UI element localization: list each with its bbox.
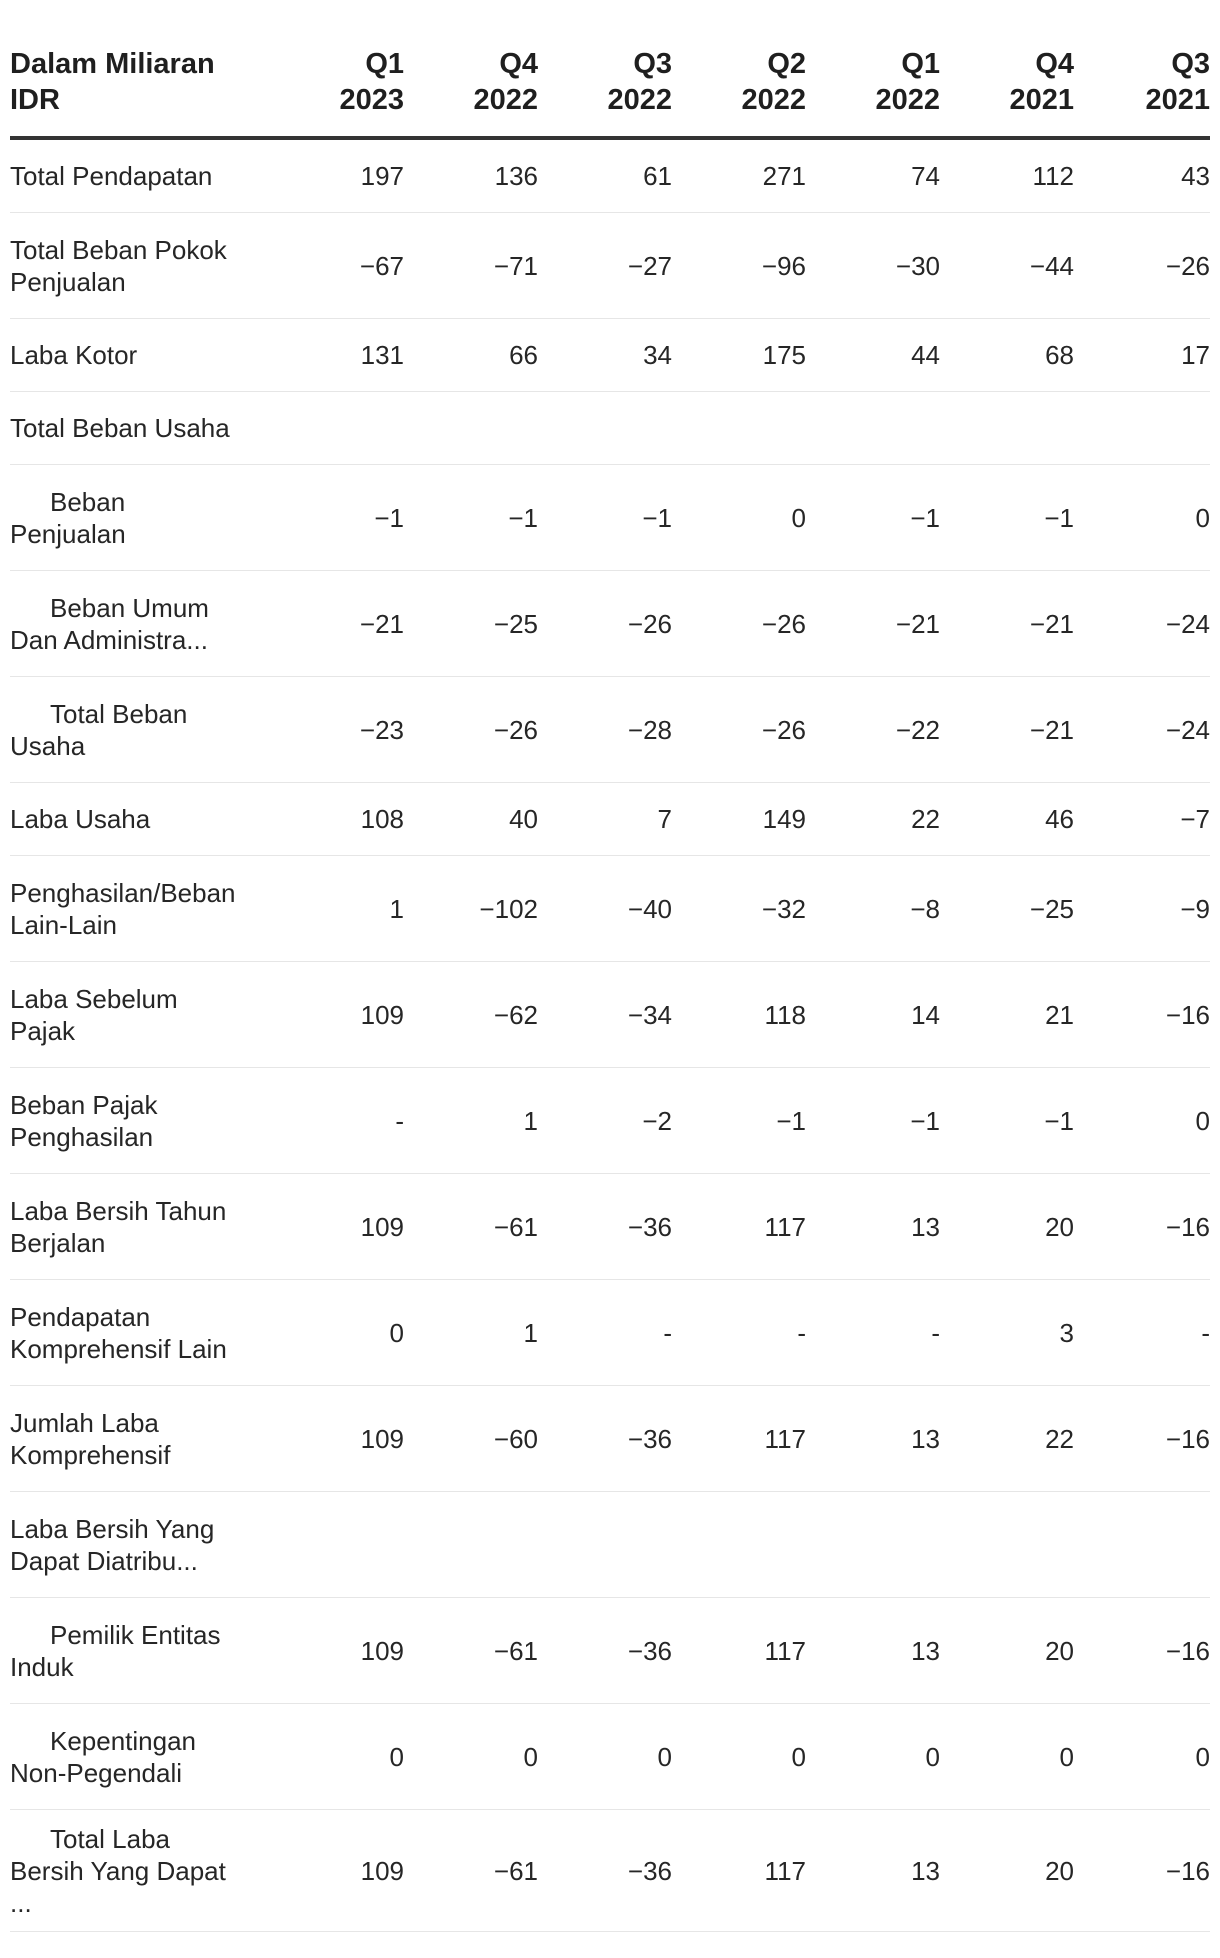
table-row [10, 1174, 1210, 1280]
value-cell: - [1074, 1280, 1210, 1386]
value-cell: −36 [538, 1598, 672, 1704]
value-cell: −36 [538, 1174, 672, 1280]
value-cell: 118 [672, 962, 806, 1068]
value-cell: 117 [672, 1598, 806, 1704]
value-cell: 22 [940, 1386, 1074, 1492]
value-cell: 271 [672, 138, 806, 213]
period-year: 2022 [741, 84, 806, 116]
value-cell: 0 [1074, 465, 1210, 571]
value-cell: 74 [806, 138, 940, 213]
value-cell: 34 [538, 319, 672, 392]
row-label [10, 1810, 270, 1932]
value-cell [672, 1492, 806, 1598]
row-label [10, 465, 270, 571]
row-label-line: Beban Pajak [10, 1089, 158, 1120]
value-cell: −71 [404, 213, 538, 319]
period-year: 2022 [875, 84, 940, 116]
value-cell: −62 [404, 962, 538, 1068]
value-cell: −24 [1074, 677, 1210, 783]
row-label-line: Dan Administra... [10, 624, 208, 655]
value-cell: −1 [806, 465, 940, 571]
value-cell: −25 [404, 571, 538, 677]
value-cell: −23 [270, 677, 404, 783]
value-cell: −1 [270, 465, 404, 571]
value-cell: 0 [1074, 1704, 1210, 1810]
value-cell: 44 [806, 319, 940, 392]
table-row [10, 213, 1210, 319]
table-row [10, 1704, 1210, 1810]
row-label-line: Laba Usaha [10, 804, 151, 834]
value-cell: 131 [270, 319, 404, 392]
value-cell: 108 [270, 783, 404, 856]
value-cell: 68 [940, 319, 1074, 392]
row-label-line: Total Pendapatan [10, 161, 213, 191]
period-quarter: Q1 [365, 48, 404, 80]
period-year: 2021 [1145, 84, 1210, 116]
value-cell: 197 [270, 138, 404, 213]
value-cell [806, 392, 940, 465]
value-cell [940, 392, 1074, 465]
value-cell: −1 [940, 1068, 1074, 1174]
value-cell: 109 [270, 1810, 404, 1932]
value-cell: −26 [404, 677, 538, 783]
value-cell: −21 [270, 571, 404, 677]
row-label-line: Total Beban [50, 698, 188, 729]
value-cell: −1 [672, 1068, 806, 1174]
value-cell: 1 [404, 1280, 538, 1386]
value-cell: −60 [404, 1386, 538, 1492]
value-cell: 13 [806, 1598, 940, 1704]
row-label [10, 962, 270, 1068]
table-row [10, 465, 1210, 571]
value-cell [404, 392, 538, 465]
value-cell: 61 [538, 138, 672, 213]
table-header [10, 40, 1210, 138]
header-unit-line: IDR [10, 84, 60, 116]
table-row [10, 1068, 1210, 1174]
value-cell: 17 [1074, 319, 1210, 392]
row-label [10, 392, 270, 465]
value-cell: 43 [1074, 138, 1210, 213]
value-cell: −2 [538, 1068, 672, 1174]
row-label-line: Penghasilan/Beban [10, 877, 236, 908]
row-label-line: Komprehensif Lain [10, 1333, 227, 1364]
value-cell: −16 [1074, 1598, 1210, 1704]
table-row [10, 319, 1210, 392]
period-quarter: Q3 [633, 48, 672, 80]
value-cell: −26 [1074, 213, 1210, 319]
value-cell: −16 [1074, 962, 1210, 1068]
value-cell: −61 [404, 1598, 538, 1704]
value-cell: 66 [404, 319, 538, 392]
table-row [10, 1280, 1210, 1386]
period-quarter: Q3 [1171, 48, 1210, 80]
value-cell: 13 [806, 1386, 940, 1492]
row-label-line: Pajak [10, 1015, 76, 1046]
table-row [10, 856, 1210, 962]
row-label-line: Induk [10, 1651, 74, 1682]
value-cell: 0 [672, 465, 806, 571]
header-row [10, 40, 1210, 138]
period-year: 2021 [1009, 84, 1074, 116]
row-label-line: Total Laba [50, 1823, 170, 1854]
table-row [10, 1386, 1210, 1492]
value-cell: 46 [940, 783, 1074, 856]
period-year: 2022 [607, 84, 672, 116]
value-cell: −36 [538, 1386, 672, 1492]
value-cell: −1 [806, 1068, 940, 1174]
row-label [10, 677, 270, 783]
value-cell: −25 [940, 856, 1074, 962]
row-label-line: Total Beban Usaha [10, 413, 230, 443]
value-cell: −44 [940, 213, 1074, 319]
row-label [10, 1174, 270, 1280]
value-cell: −7 [1074, 783, 1210, 856]
row-label-line: Beban [50, 486, 126, 517]
value-cell [806, 1492, 940, 1598]
value-cell: 117 [672, 1174, 806, 1280]
value-cell: 13 [806, 1174, 940, 1280]
row-label-line: Total Beban Pokok [10, 234, 227, 265]
row-label-line: Laba Sebelum [10, 983, 178, 1014]
value-cell: 3 [940, 1280, 1074, 1386]
value-cell: 7 [538, 783, 672, 856]
value-cell [1074, 1492, 1210, 1598]
value-cell: 0 [940, 1704, 1074, 1810]
row-label-line: Pendapatan [10, 1301, 151, 1332]
value-cell: −8 [806, 856, 940, 962]
row-label-line: Kepentingan [50, 1725, 197, 1756]
value-cell: - [538, 1280, 672, 1386]
row-label-line: Usaha [10, 730, 86, 761]
value-cell: −34 [538, 962, 672, 1068]
value-cell: 0 [404, 1704, 538, 1810]
value-cell: −28 [538, 677, 672, 783]
value-cell [270, 392, 404, 465]
row-label-line: Beban Umum [50, 592, 209, 623]
value-cell: 13 [806, 1810, 940, 1932]
table-row [10, 571, 1210, 677]
value-cell: −96 [672, 213, 806, 319]
row-label [10, 319, 270, 392]
row-label-line: Bersih Yang Dapat [10, 1855, 226, 1886]
value-cell: −102 [404, 856, 538, 962]
value-cell [672, 392, 806, 465]
row-label-line: Penghasilan [10, 1121, 154, 1152]
period-quarter: Q4 [1035, 48, 1074, 80]
row-label [10, 1280, 270, 1386]
value-cell: 0 [806, 1704, 940, 1810]
value-cell: 0 [672, 1704, 806, 1810]
row-label [10, 856, 270, 962]
row-label-line: Berjalan [10, 1227, 106, 1258]
value-cell: 136 [404, 138, 538, 213]
value-cell: −1 [404, 465, 538, 571]
value-cell: −32 [672, 856, 806, 962]
value-cell: −26 [538, 571, 672, 677]
value-cell: −61 [404, 1810, 538, 1932]
value-cell: 112 [940, 138, 1074, 213]
value-cell [1074, 392, 1210, 465]
value-cell: 1 [404, 1068, 538, 1174]
row-label-line: Pemilik Entitas [50, 1619, 221, 1650]
value-cell: −61 [404, 1174, 538, 1280]
value-cell: 175 [672, 319, 806, 392]
value-cell: 0 [1074, 1068, 1210, 1174]
value-cell: - [806, 1280, 940, 1386]
period-header [538, 40, 672, 138]
value-cell: −24 [1074, 571, 1210, 677]
row-label [10, 1068, 270, 1174]
table-row [10, 1598, 1210, 1704]
value-cell: −40 [538, 856, 672, 962]
table-row [10, 1810, 1210, 1932]
value-cell: −67 [270, 213, 404, 319]
period-header [806, 40, 940, 138]
value-cell: 20 [940, 1810, 1074, 1932]
value-cell: −16 [1074, 1386, 1210, 1492]
table-row [10, 962, 1210, 1068]
value-cell [538, 392, 672, 465]
period-header [404, 40, 538, 138]
period-header [1074, 40, 1210, 138]
period-header [270, 40, 404, 138]
value-cell [404, 1492, 538, 1598]
row-label [10, 1492, 270, 1598]
row-label [10, 1386, 270, 1492]
income-statement-table [10, 40, 1210, 1932]
row-label [10, 1598, 270, 1704]
row-label [10, 1704, 270, 1810]
value-cell: 20 [940, 1174, 1074, 1280]
value-cell: −26 [672, 677, 806, 783]
value-cell: −16 [1074, 1810, 1210, 1932]
value-cell: 109 [270, 1598, 404, 1704]
table-row [10, 677, 1210, 783]
value-cell: −22 [806, 677, 940, 783]
period-header [940, 40, 1074, 138]
row-label-line: Laba Bersih Tahun [10, 1195, 227, 1226]
row-label-line: Penjualan [10, 266, 126, 297]
period-quarter: Q4 [499, 48, 538, 80]
header-unit-label [10, 40, 270, 138]
value-cell: −1 [940, 465, 1074, 571]
table-row [10, 392, 1210, 465]
value-cell: 22 [806, 783, 940, 856]
value-cell: 40 [404, 783, 538, 856]
row-label-line: Penjualan [10, 518, 126, 549]
value-cell: 117 [672, 1810, 806, 1932]
row-label [10, 783, 270, 856]
value-cell: 109 [270, 1386, 404, 1492]
table-body [10, 138, 1210, 1932]
row-label-line: Jumlah Laba [10, 1407, 159, 1438]
value-cell: 0 [270, 1704, 404, 1810]
value-cell: −30 [806, 213, 940, 319]
period-year: 2022 [473, 84, 538, 116]
value-cell [538, 1492, 672, 1598]
period-quarter: Q2 [767, 48, 806, 80]
table-row [10, 783, 1210, 856]
header-unit-line: Dalam Miliaran [10, 48, 215, 80]
value-cell: 1 [270, 856, 404, 962]
value-cell: 109 [270, 962, 404, 1068]
value-cell: 0 [538, 1704, 672, 1810]
value-cell: −9 [1074, 856, 1210, 962]
row-label-line: Non-Pegendali [10, 1757, 183, 1788]
value-cell: - [270, 1068, 404, 1174]
row-label [10, 571, 270, 677]
row-label-line: Dapat Diatribu... [10, 1545, 198, 1576]
row-label-line: Laba Bersih Yang [10, 1513, 215, 1544]
value-cell: −27 [538, 213, 672, 319]
value-cell: 109 [270, 1174, 404, 1280]
period-header [672, 40, 806, 138]
period-quarter: Q1 [901, 48, 940, 80]
value-cell: −16 [1074, 1174, 1210, 1280]
row-label [10, 138, 270, 213]
value-cell: 0 [270, 1280, 404, 1386]
value-cell: 20 [940, 1598, 1074, 1704]
row-label-line: Laba Kotor [10, 340, 138, 370]
value-cell: 149 [672, 783, 806, 856]
value-cell: 14 [806, 962, 940, 1068]
value-cell: 21 [940, 962, 1074, 1068]
table-row [10, 1492, 1210, 1598]
financial-table-container [10, 40, 1210, 1932]
value-cell: - [672, 1280, 806, 1386]
value-cell: −1 [538, 465, 672, 571]
value-cell: −26 [672, 571, 806, 677]
value-cell [940, 1492, 1074, 1598]
value-cell [270, 1492, 404, 1598]
period-year: 2023 [339, 84, 404, 116]
value-cell: −21 [940, 677, 1074, 783]
row-label-line: Komprehensif [10, 1439, 171, 1470]
row-label [10, 213, 270, 319]
value-cell: −21 [940, 571, 1074, 677]
value-cell: −36 [538, 1810, 672, 1932]
row-label-line: ... [10, 1887, 32, 1918]
value-cell: 117 [672, 1386, 806, 1492]
table-row [10, 138, 1210, 213]
row-label-line: Lain-Lain [10, 909, 117, 940]
value-cell: −21 [806, 571, 940, 677]
